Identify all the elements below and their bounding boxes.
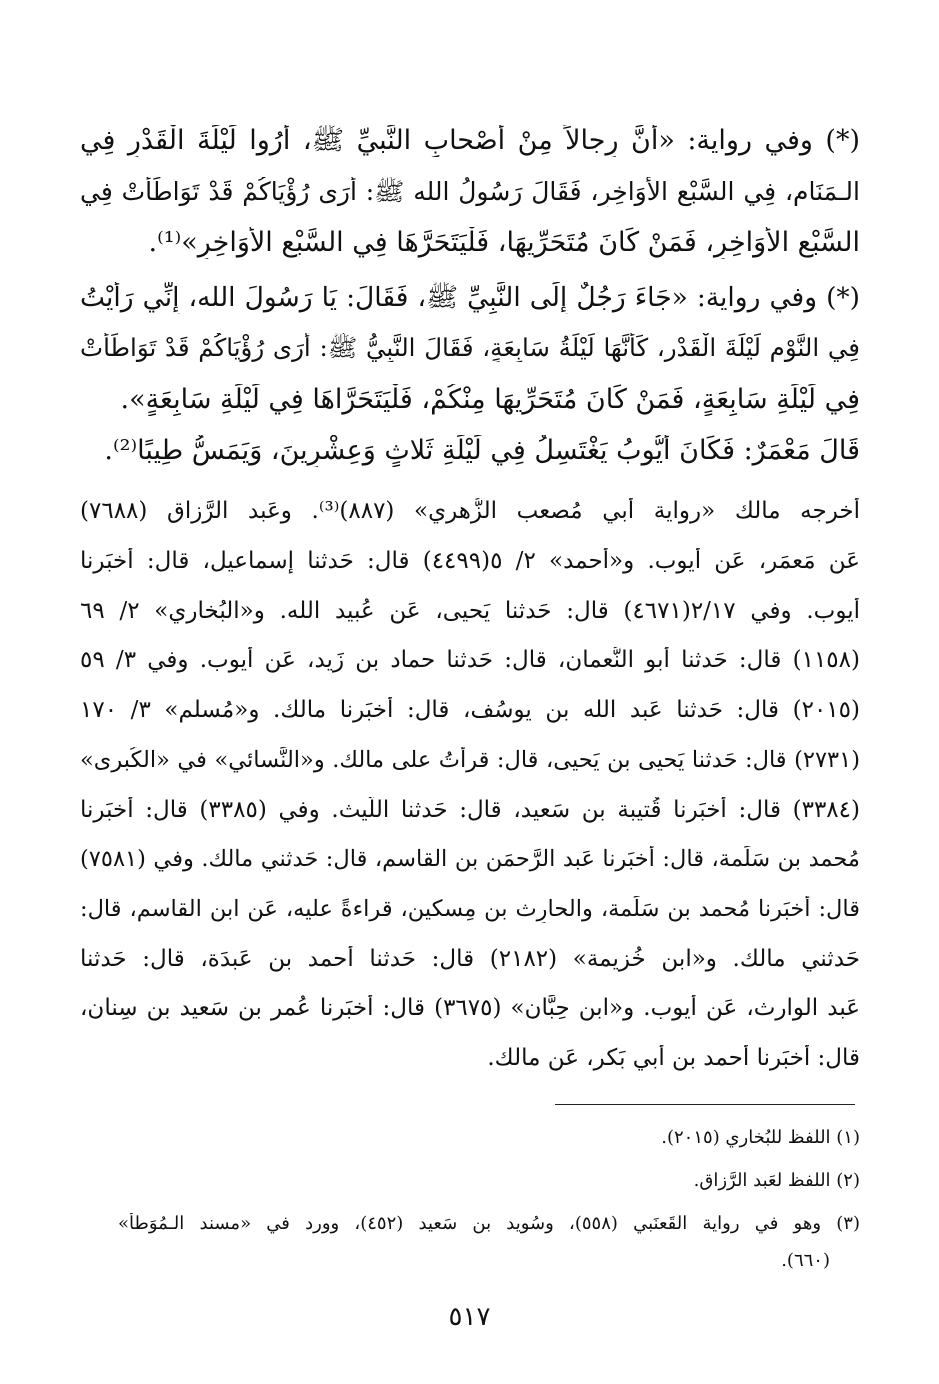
footnote-line: (٢) اللفظ لعَبد الرَّزاق. bbox=[693, 1170, 860, 1191]
takhrij-line: أخرجه مالك «رواية أبي مُصعب الزُّهري» (٨٨٧)⁽³⁾. وعَبد الرَّزاق (٧٦٨٨) bbox=[80, 498, 860, 524]
takhrij-line: قال: أخبَرنا مُحمد بن سَلَمة، والحارِث بن مِسكين، قراءةً عليه، عَن ابن القاسم، قال: bbox=[80, 896, 860, 922]
hadith-line: فِي لَيْلَةِ سَابِعَةٍ، فَمَنْ كَانَ مُتَحَرِّيهَا مِنْكُمْ، فَلْيَتَحَرَّاهَا فِي لَيْلَةِ سَابِعَةٍ». bbox=[120, 384, 860, 415]
hadith-line: السَّبْعِ الأَوَاخِرِ، فَمَنْ كَانَ مُتَحَرِّيهَا، فَلْيَتَحَرَّهَا فِي السَّبْعِ الأَوَاخِرِ»⁽¹⁾. bbox=[148, 227, 860, 258]
takhrij-line: أيوب. وفي ٢/١٧(٤٦٧١) قال: حَدثنا يَحيى، عَن عُبيد الله. و«البُخاري» ٢/ ٦٩ bbox=[80, 598, 860, 624]
takhrij-line: (٢٠١٥) قال: حَدثنا عَبد الله بن يوسُف، قال: أخبَرنا مالك. و«مُسلم» ٣/ ١٧٠ bbox=[80, 697, 860, 723]
takhrij-line: (٣٣٨٤) قال: أخبَرنا قُتيبة بن سَعيد، قال: حَدثنا اللَّيث. وفي (٣٣٨٥) قال: أخبَرنا bbox=[80, 797, 860, 823]
hadith-line: الـمَنَامِ، فِي السَّبْعِ الأَوَاخِرِ، فَقَالَ رَسُولُ الله ﷺ: أَرَى رُؤْيَاكُمْ قَدْ تَوَاطَأَتْ فِي bbox=[80, 177, 860, 206]
takhrij-line: (٢٧٣١) قال: حَدثنا يَحيى بن يَحيى، قال: قرأتُ على مالك. و«النَّسائي» في «الكُبرى» bbox=[80, 747, 860, 773]
takhrij-line: عَن مَعمَر، عَن أيوب. و«أحمد» ٢/ ٥(٤٤٩٩) قال: حَدثنا إسماعيل، قال: أخبَرنا bbox=[80, 548, 860, 574]
takhrij-line: حَدثني مالك. و«ابن خُزيمة» (٢١٨٢) قال: حَدثنا أحمد بن عَبدَة، قال: حَدثنا bbox=[80, 946, 860, 972]
takhrij-line: قال: أخبَرنا أحمد بن أبي بَكر، عَن مالك. bbox=[487, 1045, 860, 1071]
takhrij-line: عَبد الوارث، عَن أيوب. و«ابن حِبَّان» (٣٦٧٥) قال: أخبَرنا عُمر بن سَعيد بن سِنان، bbox=[80, 995, 860, 1021]
hadith-line: فِي النَّوْمِ لَيْلَةَ الْقَدْرِ، كَأَنَّهَا لَيْلَةُ سَابِعَةٍ، فَقَالَ النَّبِيُّ ﷺ: أَرَى رُؤْيَاكُمْ قَدْ تَوَاطَأَتْ bbox=[80, 333, 860, 362]
footnote-line: (٦٦٠). bbox=[781, 1250, 830, 1271]
hadith-line: قَالَ مَعْمَرٌ: فَكَانَ أَيُّوبُ يَغْتَسِلُ فِي لَيْلَةِ ثَلاثٍ وَعِشْرِينَ، وَيَمَسُّ طِيبًا⁽²⁾. bbox=[104, 435, 860, 466]
hadith-line: (*) وفي رواية: «جَاءَ رَجُلٌ إِلَى النَّبِيِّ ﷺ، فَقَالَ: يَا رَسُولَ الله، إِنِّي رَأَيْتُ bbox=[80, 282, 860, 313]
footnote-divider bbox=[555, 1104, 855, 1105]
footnote-line: (١) اللفظ للبُخاري (٢٠١٥). bbox=[661, 1127, 860, 1148]
takhrij-line: مُحمد بن سَلَمة، قال: أخبَرنا عَبد الرَّحمَن بن القاسم، قال: حَدثني مالك. وفي (٧٥٨١) bbox=[80, 846, 860, 872]
footnote-line: (٣) وهو في رواية القَعنَبي (٥٥٨)، وسُويد بن سَعيد (٤٥٢)، وورد في «مسند الـمُوَطأ» bbox=[118, 1213, 860, 1234]
takhrij-line: (١١٥٨) قال: حَدثنا أبو النُّعمان، قال: حَدثنا حماد بن زَيد، عَن أيوب. وفي ٣/ ٥٩ bbox=[80, 647, 860, 673]
hadith-line: (*) وفي رواية: «أَنَّ رِجالاً مِنْ أَصْحابِ النَّبيِّ ﷺ، أُرُوا لَيْلَةَ الْقَدْرِ فِي bbox=[80, 125, 860, 156]
page-number: ٥١٧ bbox=[448, 1302, 491, 1332]
